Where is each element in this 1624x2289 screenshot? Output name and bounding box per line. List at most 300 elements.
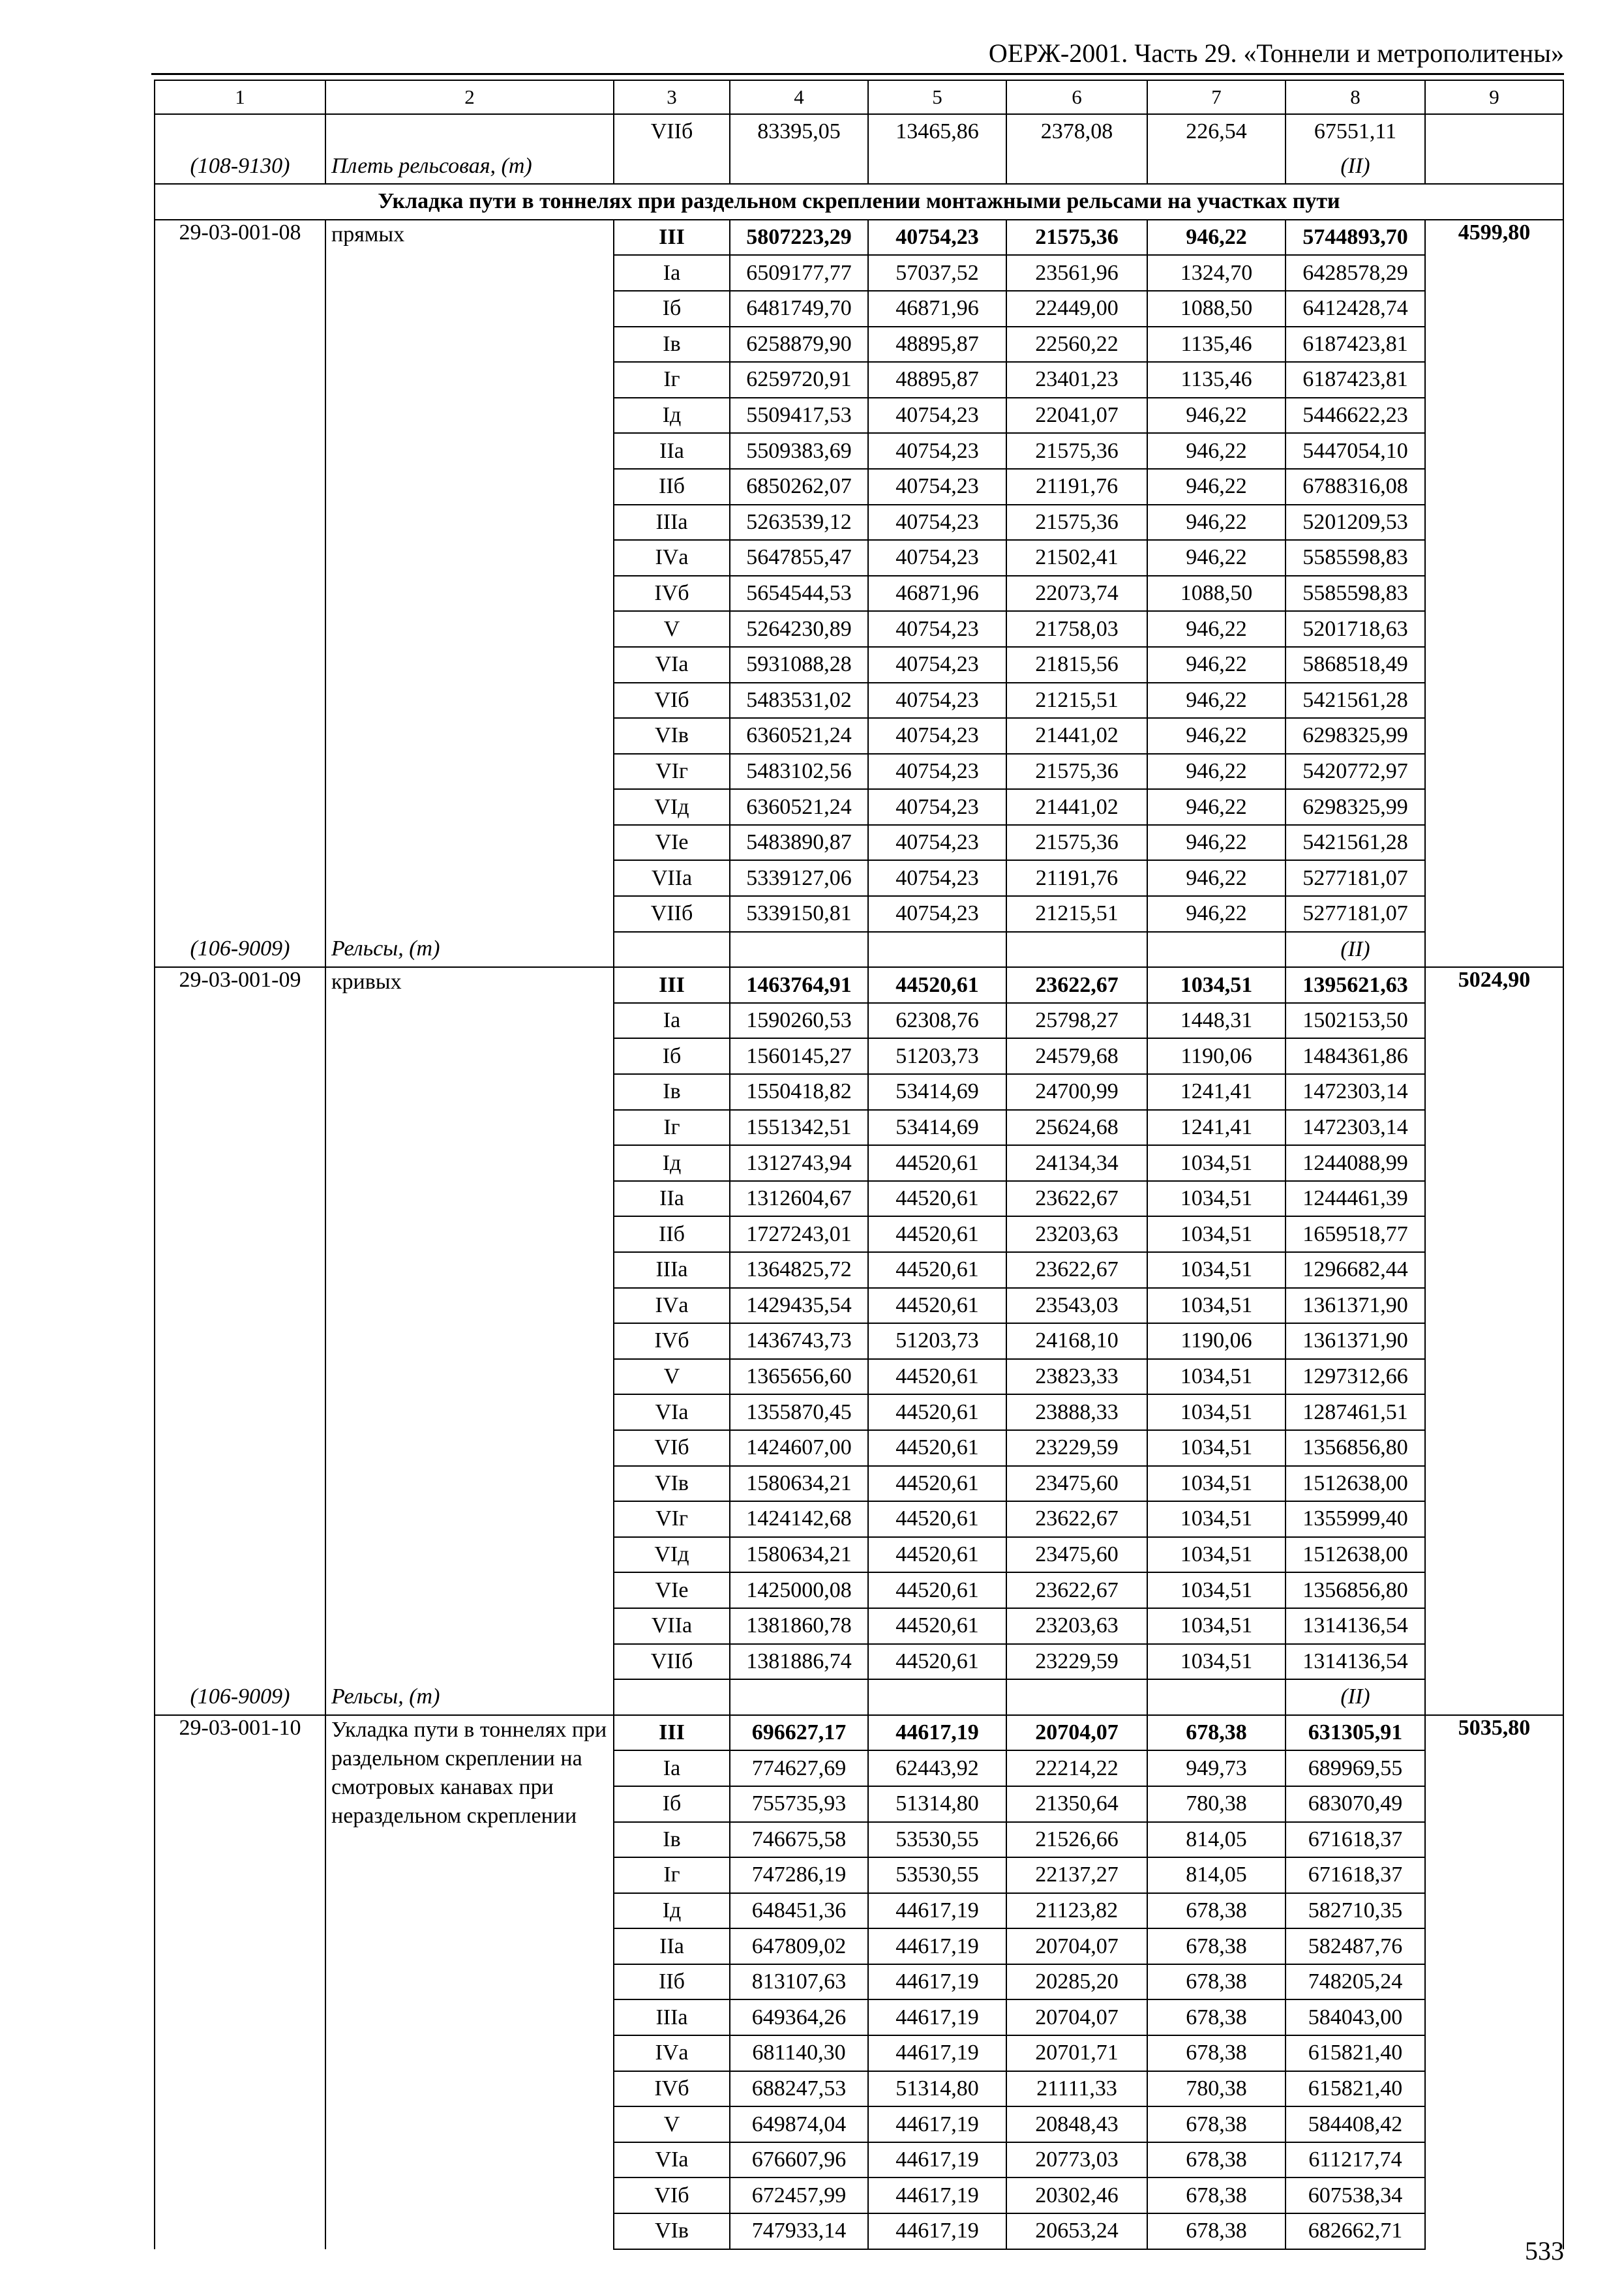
resource-name: Рельсы, (т) [325, 1679, 614, 1715]
zone-cell: V [614, 1359, 730, 1395]
column-number: 8 [1286, 80, 1425, 114]
value-cell: 20704,07 [1006, 1999, 1147, 2035]
value-cell: 67551,11 [1286, 114, 1425, 149]
value-cell: 813107,63 [730, 1964, 868, 2000]
zone-cell: VIб [614, 2177, 730, 2213]
value-cell: 5868518,49 [1286, 647, 1425, 683]
value-cell: 1241,41 [1147, 1110, 1286, 1146]
total-cell: 4599,80 [1425, 220, 1563, 967]
zone-cell: IVа [614, 540, 730, 576]
value-cell: 23888,33 [1006, 1394, 1147, 1430]
value-cell: 21502,41 [1006, 540, 1147, 576]
value-cell: 13465,86 [868, 114, 1006, 149]
value-cell: 1312604,67 [730, 1181, 868, 1217]
value-cell: 40754,23 [868, 220, 1006, 256]
value-cell: 25624,68 [1006, 1110, 1147, 1146]
resource-row [155, 1679, 1563, 1715]
value-cell: 5339150,81 [730, 896, 868, 932]
value-cell: 20302,46 [1006, 2177, 1147, 2213]
value-cell: 1356856,80 [1286, 1572, 1425, 1608]
value-cell: 649874,04 [730, 2106, 868, 2142]
value-cell [730, 149, 868, 185]
value-cell: 23622,67 [1006, 1181, 1147, 1217]
value-cell: 5647855,47 [730, 540, 868, 576]
value-cell: 678,38 [1147, 2142, 1286, 2178]
value-cell: 23622,67 [1006, 967, 1147, 1003]
value-cell: 1244461,39 [1286, 1181, 1425, 1217]
zone-cell: VIв [614, 2213, 730, 2249]
page-header: ОЕРЖ-2001. Часть 29. «Тоннели и метрополитены» [988, 38, 1564, 68]
value-cell: 40754,23 [868, 789, 1006, 825]
value-cell: 1296682,44 [1286, 1252, 1425, 1288]
value-cell: 1034,51 [1147, 1608, 1286, 1644]
value-cell: 6850262,07 [730, 469, 868, 505]
value-cell: 946,22 [1147, 825, 1286, 861]
code-cell [155, 114, 325, 149]
value-cell: 44520,61 [868, 1145, 1006, 1181]
value-cell: 21441,02 [1006, 718, 1147, 754]
value-cell: 678,38 [1147, 2213, 1286, 2249]
value-cell: 40754,23 [868, 398, 1006, 434]
value-cell: 946,22 [1147, 220, 1286, 256]
resource-row [155, 149, 1563, 185]
value-cell: 40754,23 [868, 896, 1006, 932]
value-cell: 53530,55 [868, 1857, 1006, 1893]
value-cell: 683070,49 [1286, 1786, 1425, 1822]
value-cell: 1034,51 [1147, 1288, 1286, 1324]
value-cell: 44617,19 [868, 2106, 1006, 2142]
value-cell: 1424142,68 [730, 1501, 868, 1537]
value-cell: 51314,80 [868, 2071, 1006, 2107]
section-title: Укладка пути в тоннелях при раздельном скреплении монтажными рельсами на участках пути [155, 184, 1563, 220]
value-cell: 1314136,54 [1286, 1608, 1425, 1644]
zone-cell: IVб [614, 1323, 730, 1359]
value-cell: 1034,51 [1147, 1252, 1286, 1288]
value-cell: 1088,50 [1147, 576, 1286, 612]
value-cell: 5263539,12 [730, 505, 868, 541]
zone-cell: VIе [614, 1572, 730, 1608]
value-cell: 44520,61 [868, 1216, 1006, 1252]
value-cell: 676607,96 [730, 2142, 868, 2178]
value-cell: 21123,82 [1006, 1893, 1147, 1929]
zone-cell: VIе [614, 825, 730, 861]
zone-cell: IIIа [614, 505, 730, 541]
value-cell: 44520,61 [868, 1359, 1006, 1395]
zone-cell: Iб [614, 1786, 730, 1822]
value-cell: 1034,51 [1147, 1181, 1286, 1217]
value-cell: 5277181,07 [1286, 860, 1425, 896]
value-cell: 678,38 [1147, 1999, 1286, 2035]
value-cell: 22073,74 [1006, 576, 1147, 612]
value-cell: 51203,73 [868, 1323, 1006, 1359]
zone-cell: VIв [614, 1466, 730, 1502]
value-cell: 746675,58 [730, 1822, 868, 1858]
value-cell: 1314136,54 [1286, 1644, 1425, 1680]
value-cell: 22449,00 [1006, 291, 1147, 327]
value-cell: 1361371,90 [1286, 1288, 1425, 1324]
value-cell: 44520,61 [868, 1288, 1006, 1324]
value-cell: 688247,53 [730, 2071, 868, 2107]
value-cell: 2378,08 [1006, 114, 1147, 149]
zone-cell: Iд [614, 1145, 730, 1181]
value-cell: 44617,19 [868, 1715, 1006, 1751]
value-cell: 21191,76 [1006, 860, 1147, 896]
zone-cell: Iб [614, 291, 730, 327]
value-cell: 21575,36 [1006, 433, 1147, 469]
total-cell [1425, 149, 1563, 185]
value-cell: 671618,37 [1286, 1822, 1425, 1858]
value-cell: 1484361,86 [1286, 1038, 1425, 1074]
value-cell: 46871,96 [868, 291, 1006, 327]
value-cell: 44520,61 [868, 967, 1006, 1003]
code-cell: 29-03-001-09 [155, 967, 325, 1679]
value-cell: 46871,96 [868, 576, 1006, 612]
value-cell: 949,73 [1147, 1750, 1286, 1786]
name-cell: кривых [325, 967, 614, 1679]
value-cell: 25798,27 [1006, 1003, 1147, 1039]
value-cell: 6360521,24 [730, 789, 868, 825]
value-cell: 21575,36 [1006, 754, 1147, 790]
value-cell: 6788316,08 [1286, 469, 1425, 505]
value-cell [614, 932, 730, 968]
value-cell: 51203,73 [868, 1038, 1006, 1074]
zone-cell: Iа [614, 1003, 730, 1039]
zone-cell: VIIб [614, 896, 730, 932]
value-cell: 1034,51 [1147, 1216, 1286, 1252]
column-number: 1 [155, 80, 325, 114]
value-cell: 20653,24 [1006, 2213, 1147, 2249]
resource-code: (108-9130) [155, 149, 325, 185]
value-cell: 22214,22 [1006, 1750, 1147, 1786]
value-cell: 946,22 [1147, 540, 1286, 576]
value-cell [1006, 149, 1147, 185]
value-cell: 1135,46 [1147, 327, 1286, 363]
value-cell: 1424607,00 [730, 1430, 868, 1466]
value-cell: 62443,92 [868, 1750, 1006, 1786]
value-cell: 678,38 [1147, 2035, 1286, 2071]
value-cell: 53414,69 [868, 1074, 1006, 1110]
zone-cell: V [614, 611, 730, 647]
value-cell: 23401,23 [1006, 362, 1147, 398]
value-cell: 678,38 [1147, 1893, 1286, 1929]
value-cell: 1241,41 [1147, 1074, 1286, 1110]
value-cell: VIIб [614, 114, 730, 149]
value-cell: 946,22 [1147, 860, 1286, 896]
value-cell: 946,22 [1147, 469, 1286, 505]
zone-cell: VIг [614, 1501, 730, 1537]
column-number: 2 [325, 80, 614, 114]
zone-cell: IVа [614, 1288, 730, 1324]
value-cell: 584408,42 [1286, 2106, 1425, 2142]
value-cell: 6298325,99 [1286, 789, 1425, 825]
value-cell: 5509383,69 [730, 433, 868, 469]
value-cell: 44520,61 [868, 1608, 1006, 1644]
value-cell: 1356856,80 [1286, 1430, 1425, 1466]
value-cell: 40754,23 [868, 860, 1006, 896]
resource-mark: (II) [1286, 932, 1425, 968]
value-cell: 1472303,14 [1286, 1110, 1425, 1146]
value-cell: 40754,23 [868, 683, 1006, 719]
section-title-row [155, 184, 1563, 220]
value-cell: 5339127,06 [730, 860, 868, 896]
value-cell: 44617,19 [868, 2213, 1006, 2249]
zone-cell: VIд [614, 789, 730, 825]
value-cell: 5277181,07 [1286, 896, 1425, 932]
column-number: 6 [1006, 80, 1147, 114]
value-cell [614, 149, 730, 185]
resource-code: (106-9009) [155, 1679, 325, 1715]
value-cell: 44520,61 [868, 1644, 1006, 1680]
value-cell: 6187423,81 [1286, 327, 1425, 363]
value-cell: 615821,40 [1286, 2035, 1425, 2071]
value-cell: 615821,40 [1286, 2071, 1425, 2107]
resource-code: (106-9009) [155, 932, 325, 968]
value-cell: 23622,67 [1006, 1252, 1147, 1288]
code-cell: 29-03-001-08 [155, 220, 325, 932]
value-cell: 1034,51 [1147, 1359, 1286, 1395]
value-cell: 23475,60 [1006, 1537, 1147, 1573]
value-cell: 5585598,83 [1286, 576, 1425, 612]
zone-cell: Iб [614, 1038, 730, 1074]
value-cell [1147, 149, 1286, 185]
value-cell: 48895,87 [868, 362, 1006, 398]
value-cell: 678,38 [1147, 2177, 1286, 2213]
value-cell: 23622,67 [1006, 1572, 1147, 1608]
value-cell: 5509417,53 [730, 398, 868, 434]
value-cell: 5585598,83 [1286, 540, 1425, 576]
value-cell: 44520,61 [868, 1430, 1006, 1466]
column-number: 4 [730, 80, 868, 114]
value-cell: 1034,51 [1147, 1572, 1286, 1608]
zone-cell: IIа [614, 1181, 730, 1217]
value-cell: 22041,07 [1006, 398, 1147, 434]
value-cell: 1580634,21 [730, 1537, 868, 1573]
value-cell: 1381886,74 [730, 1644, 868, 1680]
value-cell: 5420772,97 [1286, 754, 1425, 790]
value-cell: 1034,51 [1147, 1501, 1286, 1537]
value-cell: 62308,76 [868, 1003, 1006, 1039]
value-cell: 946,22 [1147, 611, 1286, 647]
column-number: 3 [614, 80, 730, 114]
value-cell: 6258879,90 [730, 327, 868, 363]
value-cell: 226,54 [1147, 114, 1286, 149]
value-cell: 678,38 [1147, 1964, 1286, 2000]
value-cell: 1244088,99 [1286, 1145, 1425, 1181]
value-cell: 40754,23 [868, 825, 1006, 861]
zone-cell: Iв [614, 327, 730, 363]
page-number: 533 [1525, 2236, 1564, 2266]
value-cell: 678,38 [1147, 1928, 1286, 1964]
value-cell: 21815,56 [1006, 647, 1147, 683]
value-cell: 22560,22 [1006, 327, 1147, 363]
value-cell: 22137,27 [1006, 1857, 1147, 1893]
value-cell: 1429435,54 [730, 1288, 868, 1324]
value-cell: 1034,51 [1147, 1466, 1286, 1502]
value-cell: 6259720,91 [730, 362, 868, 398]
zone-cell: VIа [614, 647, 730, 683]
value-cell: 1361371,90 [1286, 1323, 1425, 1359]
value-cell: 946,22 [1147, 398, 1286, 434]
value-cell: 1364825,72 [730, 1252, 868, 1288]
name-cell: прямых [325, 220, 614, 932]
value-cell: 1659518,77 [1286, 1216, 1425, 1252]
zone-cell: Iв [614, 1074, 730, 1110]
value-cell: 649364,26 [730, 1999, 868, 2035]
value-cell: 1550418,82 [730, 1074, 868, 1110]
column-number: 7 [1147, 80, 1286, 114]
value-cell: 5201718,63 [1286, 611, 1425, 647]
value-cell: 1034,51 [1147, 1145, 1286, 1181]
zone-cell: IVа [614, 2035, 730, 2071]
value-cell: 21215,51 [1006, 896, 1147, 932]
value-cell: 51314,80 [868, 1786, 1006, 1822]
value-cell: 1190,06 [1147, 1038, 1286, 1074]
resource-name: Плеть рельсовая, (т) [325, 149, 614, 185]
value-cell: 774627,69 [730, 1750, 868, 1786]
value-cell: 24134,34 [1006, 1145, 1147, 1181]
zone-cell: VIIа [614, 860, 730, 896]
value-cell [1147, 932, 1286, 968]
value-cell: 1034,51 [1147, 1430, 1286, 1466]
value-cell: 20701,71 [1006, 2035, 1147, 2071]
value-cell: 23229,59 [1006, 1430, 1147, 1466]
value-cell: 21575,36 [1006, 825, 1147, 861]
value-cell: 747286,19 [730, 1857, 868, 1893]
value-cell: 21575,36 [1006, 505, 1147, 541]
value-cell: 946,22 [1147, 647, 1286, 683]
value-cell: 6187423,81 [1286, 362, 1425, 398]
value-cell: 23203,63 [1006, 1608, 1147, 1644]
value-cell: 5483890,87 [730, 825, 868, 861]
value-cell: 21441,02 [1006, 789, 1147, 825]
price-table [154, 80, 1564, 2250]
zone-cell: VIа [614, 2142, 730, 2178]
zone-cell: Iа [614, 1750, 730, 1786]
zone-cell: Iг [614, 1857, 730, 1893]
value-cell: 671618,37 [1286, 1857, 1425, 1893]
zone-cell: Iд [614, 1893, 730, 1929]
value-cell: 21191,76 [1006, 469, 1147, 505]
value-cell: 5931088,28 [730, 647, 868, 683]
value-cell: 5807223,29 [730, 220, 868, 256]
value-cell: 5421561,28 [1286, 683, 1425, 719]
value-cell: 6298325,99 [1286, 718, 1425, 754]
value-cell: 23622,67 [1006, 1501, 1147, 1537]
name-cell [325, 114, 614, 149]
zone-cell: VIд [614, 1537, 730, 1573]
value-cell: 1551342,51 [730, 1110, 868, 1146]
value-cell: 1365656,60 [730, 1359, 868, 1395]
value-cell: 6481749,70 [730, 291, 868, 327]
value-cell [1147, 1679, 1286, 1715]
value-cell: 40754,23 [868, 647, 1006, 683]
value-cell: 5654544,53 [730, 576, 868, 612]
value-cell: 748205,24 [1286, 1964, 1425, 2000]
header-divider [151, 73, 1564, 75]
zone-cell: IIIа [614, 1999, 730, 2035]
value-cell: 1034,51 [1147, 1394, 1286, 1430]
zone-cell: III [614, 967, 730, 1003]
value-cell: 23229,59 [1006, 1644, 1147, 1680]
table-row [155, 1715, 1563, 1751]
value-cell: 20704,07 [1006, 1928, 1147, 1964]
value-cell: 1590260,53 [730, 1003, 868, 1039]
value-cell: 6360521,24 [730, 718, 868, 754]
value-cell [1006, 1679, 1147, 1715]
value-cell [614, 1679, 730, 1715]
value-cell: 44617,19 [868, 1893, 1006, 1929]
value-cell: 946,22 [1147, 754, 1286, 790]
value-cell: 1472303,14 [1286, 1074, 1425, 1110]
value-cell: 1425000,08 [730, 1572, 868, 1608]
value-cell: 5447054,10 [1286, 433, 1425, 469]
value-cell: 1463764,91 [730, 967, 868, 1003]
value-cell: 44520,61 [868, 1466, 1006, 1502]
zone-cell: IIб [614, 469, 730, 505]
value-cell: 678,38 [1147, 1715, 1286, 1751]
value-cell: 6412428,74 [1286, 291, 1425, 327]
value-cell: 1560145,27 [730, 1038, 868, 1074]
value-cell: 1512638,00 [1286, 1537, 1425, 1573]
value-cell: 1727243,01 [730, 1216, 868, 1252]
value-cell: 21215,51 [1006, 683, 1147, 719]
zone-cell: IIа [614, 1928, 730, 1964]
total-cell [1425, 114, 1563, 149]
value-cell: 582710,35 [1286, 1893, 1425, 1929]
zone-cell: Iв [614, 1822, 730, 1858]
value-cell: 1355870,45 [730, 1394, 868, 1430]
value-cell: 5744893,70 [1286, 220, 1425, 256]
name-cell: Укладка пути в тоннелях при раздельном скреплении на смотровых канавах при нераздельном скреплении [325, 1715, 614, 2249]
value-cell: 1324,70 [1147, 255, 1286, 291]
value-cell: 814,05 [1147, 1822, 1286, 1858]
value-cell: 40754,23 [868, 718, 1006, 754]
value-cell: 584043,00 [1286, 1999, 1425, 2035]
zone-cell: Iг [614, 1110, 730, 1146]
value-cell: 23561,96 [1006, 255, 1147, 291]
value-cell: 648451,36 [730, 1893, 868, 1929]
value-cell: 780,38 [1147, 2071, 1286, 2107]
value-cell: 1395621,63 [1286, 967, 1425, 1003]
zone-cell: VIб [614, 1430, 730, 1466]
value-cell [868, 932, 1006, 968]
value-cell [1006, 932, 1147, 968]
value-cell: 53530,55 [868, 1822, 1006, 1858]
value-cell: 682662,71 [1286, 2213, 1425, 2249]
value-cell: 1034,51 [1147, 967, 1286, 1003]
zone-cell: VIIб [614, 1644, 730, 1680]
value-cell: 44520,61 [868, 1537, 1006, 1573]
value-cell: 1135,46 [1147, 362, 1286, 398]
value-cell: 696627,17 [730, 1715, 868, 1751]
value-cell: 5264230,89 [730, 611, 868, 647]
value-cell [868, 1679, 1006, 1715]
value-cell [730, 932, 868, 968]
value-cell: 1312743,94 [730, 1145, 868, 1181]
value-cell: 681140,30 [730, 2035, 868, 2071]
zone-cell: IVб [614, 2071, 730, 2107]
total-cell: 5035,80 [1425, 1715, 1563, 2249]
value-cell: 5421561,28 [1286, 825, 1425, 861]
value-cell: 946,22 [1147, 789, 1286, 825]
value-cell: 44617,19 [868, 2035, 1006, 2071]
value-cell: 83395,05 [730, 114, 868, 149]
value-cell: 755735,93 [730, 1786, 868, 1822]
value-cell: 21758,03 [1006, 611, 1147, 647]
value-cell: 20848,43 [1006, 2106, 1147, 2142]
table-row [155, 220, 1563, 256]
value-cell: 44617,19 [868, 2142, 1006, 2178]
